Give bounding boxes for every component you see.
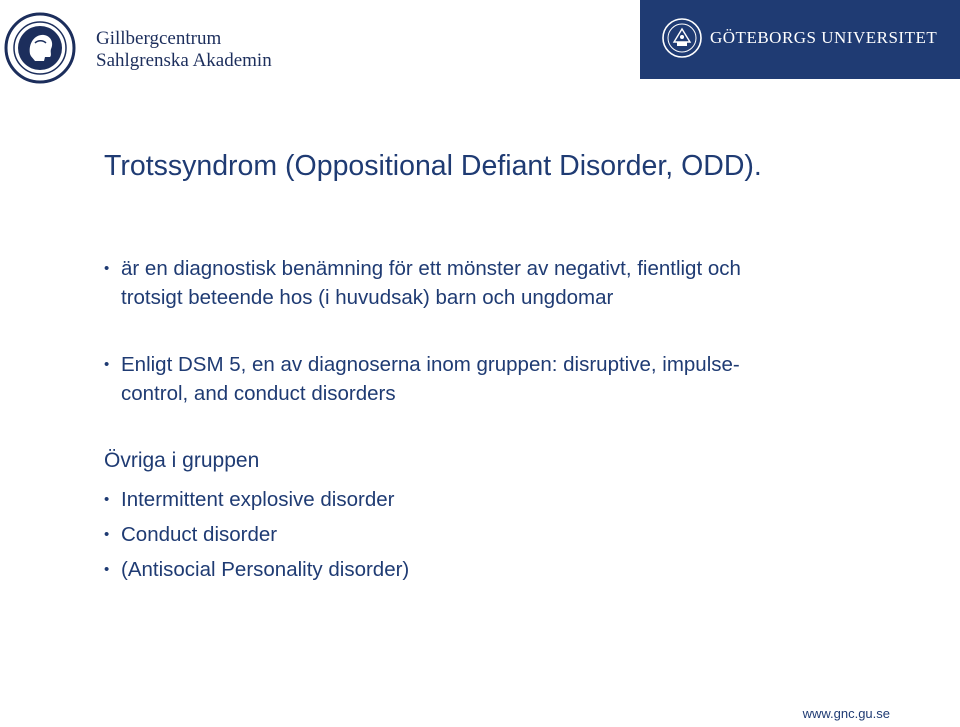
bullet-icon: • bbox=[104, 491, 110, 508]
gc-name-line1: Gillbergcentrum bbox=[96, 28, 222, 49]
list-item bbox=[104, 517, 804, 552]
gillbergcentrum-logo-icon bbox=[4, 12, 76, 84]
bullet-icon: • bbox=[104, 526, 110, 543]
bullet-icon: • bbox=[104, 260, 110, 277]
bullet-text: Enligt DSM 5, en av diagnoserna inom gruppen: disruptive, impulse-control, and conduct disorders bbox=[121, 353, 740, 405]
bullet-text: Intermittent explosive disorder bbox=[121, 488, 395, 511]
main-bullet-list bbox=[104, 254, 804, 408]
bullet-text: (Antisocial Personality disorder) bbox=[121, 558, 410, 581]
bullet-icon: • bbox=[104, 561, 110, 578]
slide-title: Trotssyndrom (Oppositional Defiant Disorder, ODD). bbox=[104, 150, 762, 182]
list-item bbox=[104, 350, 804, 408]
bullet-text: Conduct disorder bbox=[121, 523, 278, 546]
gu-header-band bbox=[640, 0, 960, 79]
list-item bbox=[104, 482, 804, 517]
footer-url: www.gnc.gu.se bbox=[802, 706, 890, 721]
group-bullet-list bbox=[104, 482, 804, 587]
group-heading: Övriga i gruppen bbox=[104, 449, 260, 472]
bullet-icon: • bbox=[104, 356, 110, 373]
gc-name-line2: Sahlgrenska Akademin bbox=[96, 50, 272, 71]
gu-name: GÖTEBORGS UNIVERSITET bbox=[710, 28, 938, 47]
bullet-text: är en diagnostisk benämning för ett mönster av negativt, fientligt och trotsigt beteende hos (i huvudsak) barn och ungdomar bbox=[121, 257, 741, 309]
slide-content bbox=[104, 254, 804, 587]
gillbergcentrum-name bbox=[96, 28, 272, 72]
list-item bbox=[104, 552, 804, 587]
gu-seal-icon bbox=[662, 18, 702, 58]
list-item bbox=[104, 254, 804, 312]
